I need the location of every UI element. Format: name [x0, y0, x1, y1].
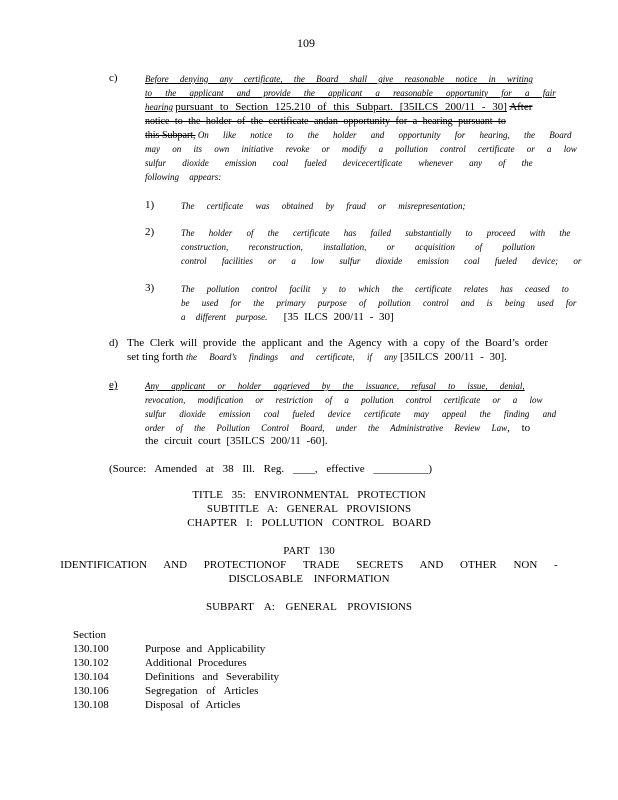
chapter-heading: CHAPTER I: POLLUTION CONTROL BOARD [187, 517, 431, 529]
section-c-line-1: Before denying any certificate, the Board shall give reasonable notice in writing [145, 74, 533, 84]
source-note: (Source: Amended at 38 Ill. Reg. ____, effective __________) [109, 463, 433, 475]
section-d-line-2: set ting forth the Board’s findings and certificate, if any [35ILCS 200/11 - 30]. [127, 351, 507, 363]
section-c-line-8: following appears: [145, 172, 222, 182]
part-name-line-1: IDENTIFICATION AND PROTECTIONOF TRADE SECRETS AND OTHER NON - [60, 559, 558, 571]
section-e-line-2: revocation, modification or restriction of a pollution control certificate or a low [145, 395, 543, 405]
page-number: 109 [297, 36, 315, 50]
section-e-label: e) [109, 379, 118, 391]
item-3-line-1: The pollution control facilit y to which the certificate relates has ceased to [181, 284, 569, 294]
section-d-line-1: The Clerk will provide the applicant and the Agency with a copy of the Board’s order [127, 337, 549, 349]
section-e-line-5: the circuit court [35ILCS 200/11 -60]. [145, 435, 328, 447]
section-c-line-4: notice to the holder of the certificate andan opportunity for a hearing pursuant to [145, 116, 506, 127]
item-2-line-3: control facilities or a low sulfur dioxide emission coal fueled device; or [181, 256, 582, 266]
section-e-line-3: sulfur dioxide emission coal fueled device certificate may appeal the finding and [145, 409, 557, 419]
section-number: 130.102 [73, 657, 109, 669]
section-number: 130.108 [73, 699, 109, 711]
part-heading: PART 130 [283, 545, 335, 557]
section-c-line-6: may on its own initiative revoke or modify a pollution control certificate or a low [145, 144, 577, 154]
section-e-line-1: Any applicant or holder aggrieved by the issuance, refusal to issue, denial, [145, 381, 525, 391]
item-3-cite: [35 ILCS 200/11 - 30] [283, 311, 394, 323]
section-c-label: c) [109, 72, 118, 84]
section-e-line-4: order of the Pollution Control Board, under the Administrative Review Law, to [145, 422, 531, 434]
item-1-line: The certificate was obtained by fraud or misrepresentation; [181, 201, 466, 211]
section-c-line-3: hearing pursuant to Section 125.210 of this Subpart. [35ILCS 200/11 - 30] After [145, 101, 533, 113]
title-heading: TITLE 35: ENVIRONMENTAL PROTECTION [192, 489, 426, 501]
section-list-header: Section [73, 629, 106, 641]
subpart-heading: SUBPART A: GENERAL PROVISIONS [206, 601, 412, 613]
section-c-line-5: this Subpart, On like notice to the holder and opportunity for hearing, the Board [145, 130, 572, 141]
item-2-number: 2) [145, 226, 155, 238]
item-2-line-1: The holder of the certificate has failed substantially to proceed with the [181, 228, 571, 238]
section-c-line-2: to the applicant and provide the applicant a reasonable opportunity for a fair [145, 88, 556, 98]
item-3-number: 3) [145, 282, 155, 294]
item-1-number: 1) [145, 199, 155, 211]
section-number: 130.104 [73, 671, 109, 683]
section-title: Definitions and Severability [145, 671, 280, 683]
section-number: 130.106 [73, 685, 109, 697]
section-number: 130.100 [73, 643, 109, 655]
part-name-line-2: DISCLOSABLE INFORMATION [228, 573, 390, 585]
item-3-line-2: be used for the primary purpose of pollution control and is being used for [181, 298, 577, 308]
section-c-line-7: sulfur dioxide emission coal fueled devicecertificate whenever any of the [145, 158, 533, 168]
section-title: Disposal of Articles [145, 699, 241, 711]
section-d-label: d) [109, 337, 119, 349]
section-title: Additional Procedures [145, 657, 247, 669]
item-2-line-2: construction, reconstruction, installation, or acquisition of pollution [181, 242, 535, 252]
item-3-line-3: a different purpose. [35 ILCS 200/11 - 30] [181, 311, 394, 323]
section-title: Segregation of Articles [145, 685, 259, 697]
section-title: Purpose and Applicability [145, 643, 266, 655]
subtitle-heading: SUBTITLE A: GENERAL PROVISIONS [206, 503, 412, 515]
